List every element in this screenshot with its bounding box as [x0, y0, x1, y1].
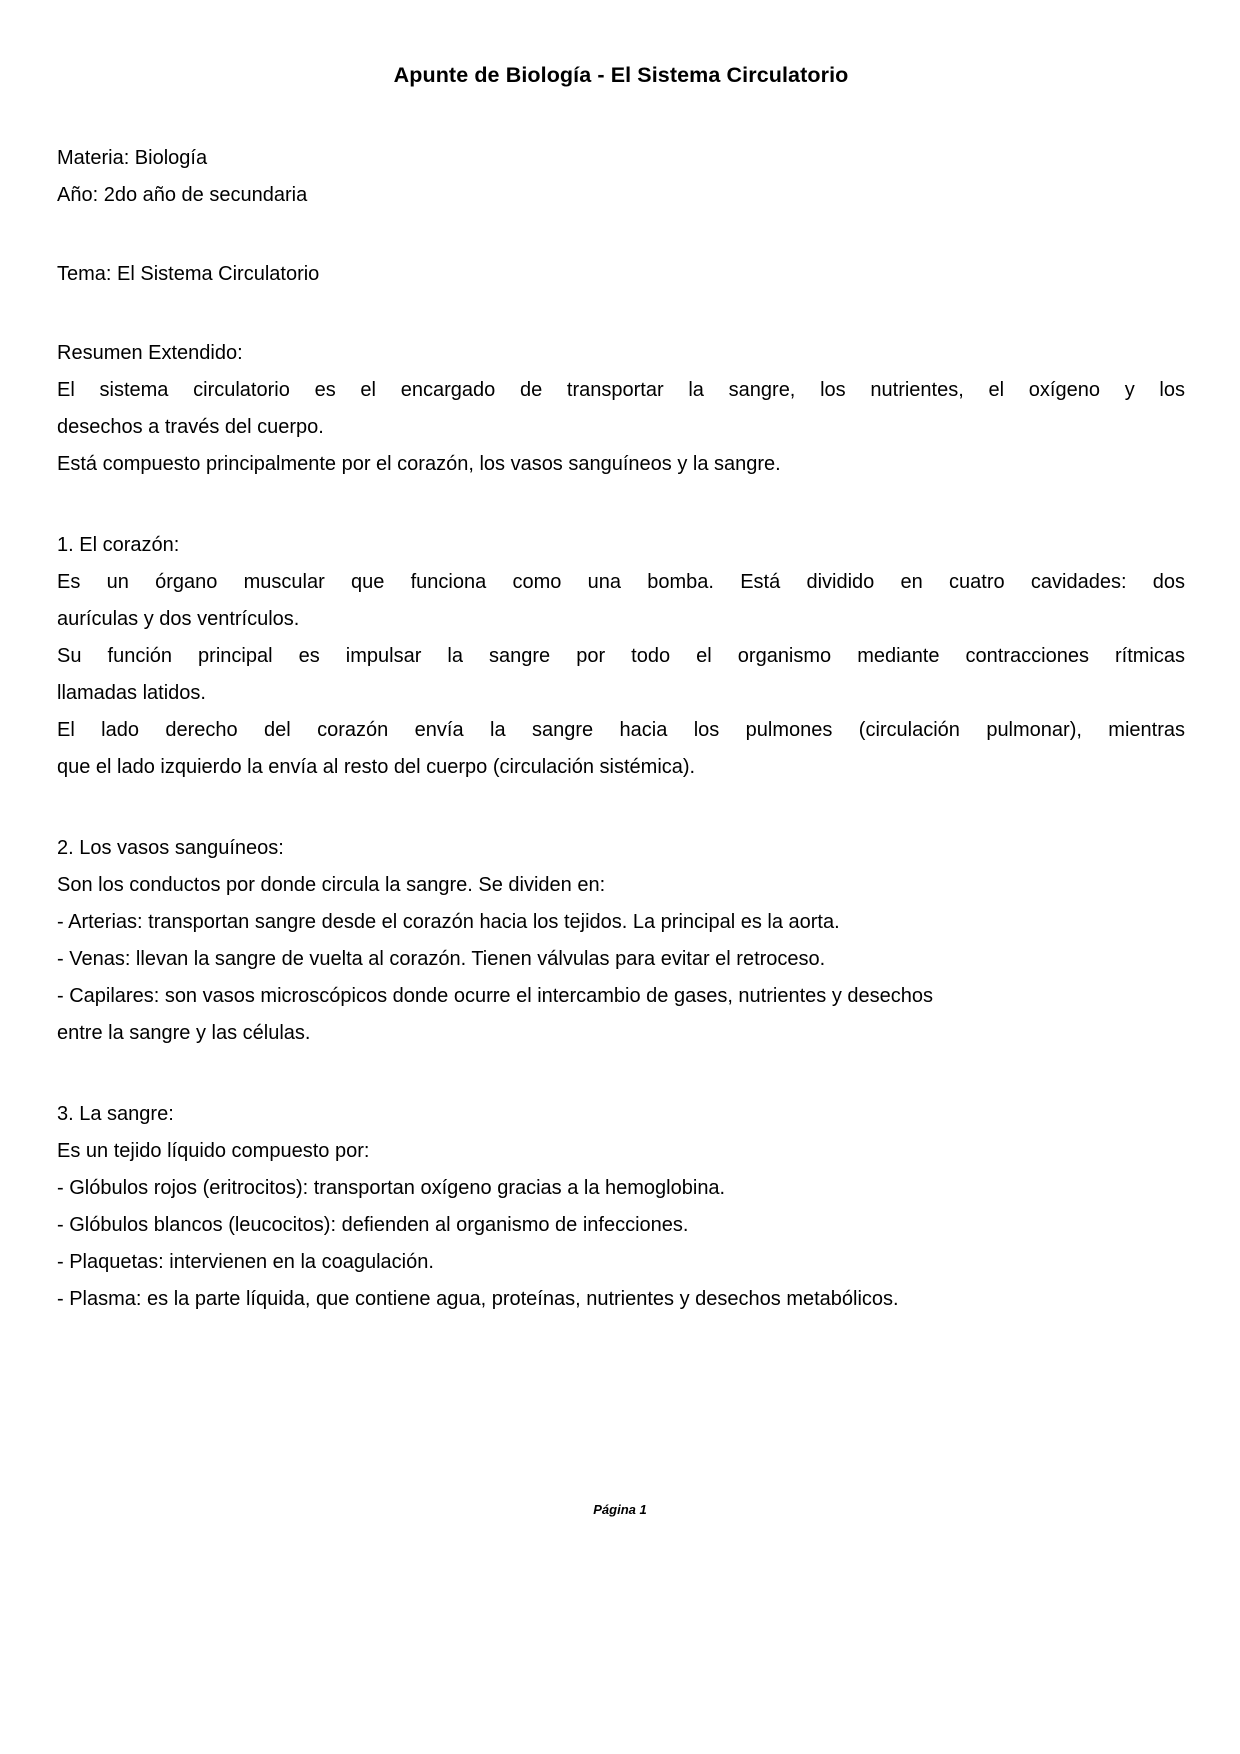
meta-tema: Tema: El Sistema Circulatorio: [57, 262, 320, 285]
resumen-paragraph-1-line-1: El sistema circulatorio es el encargado de transportar la sangre, los nutrientes, el oxígeno y los: [57, 378, 1185, 401]
section-3-intro: Es un tejido líquido compuesto por:: [57, 1139, 370, 1162]
resumen-paragraph-2: Está compuesto principalmente por el corazón, los vasos sanguíneos y la sangre.: [57, 452, 781, 475]
section-3-item-plaquetas: - Plaquetas: intervienen en la coagulación.: [57, 1250, 434, 1273]
section-1-line-1: Es un órgano muscular que funciona como una bomba. Está dividido en cuatro cavidades: dos: [57, 570, 1185, 593]
section-1-line-3: Su función principal es impulsar la sangre por todo el organismo mediante contracciones rítmicas: [57, 644, 1185, 667]
page-title: Apunte de Biología - El Sistema Circulatorio: [393, 63, 849, 87]
section-2-item-arterias: - Arterias: transportan sangre desde el corazón hacia los tejidos. La principal es la aorta.: [57, 910, 840, 933]
section-3-heading: 3. La sangre:: [57, 1102, 174, 1125]
section-1-line-2: aurículas y dos ventrículos.: [57, 607, 300, 630]
resumen-heading: Resumen Extendido:: [57, 341, 243, 364]
document-body: [57, 0, 1185, 1318]
section-2-heading: 2. Los vasos sanguíneos:: [57, 836, 284, 859]
resumen-paragraph-1-line-2: desechos a través del cuerpo.: [57, 415, 324, 438]
section-3-item-globulos-rojos: - Glóbulos rojos (eritrocitos): transportan oxígeno gracias a la hemoglobina.: [57, 1176, 726, 1199]
section-2-item-venas: - Venas: llevan la sangre de vuelta al corazón. Tienen válvulas para evitar el retroceso.: [57, 947, 826, 970]
section-3-item-plasma: - Plasma: es la parte líquida, que contiene agua, proteínas, nutrientes y desechos metabólicos.: [57, 1287, 899, 1310]
page-footer: [0, 1502, 1240, 1518]
gap-before-section-2: [57, 786, 1185, 830]
meta-anio: Año: 2do año de secundaria: [57, 183, 308, 206]
section-2-item-capilares-cont: entre la sangre y las células.: [57, 1021, 311, 1044]
section-1-line-4: llamadas latidos.: [57, 681, 206, 704]
section-1-paragraph-3: [57, 712, 1185, 786]
gap-before-section-3: [57, 1052, 1185, 1096]
section-2-intro: Son los conductos por donde circula la sangre. Se dividen en:: [57, 873, 606, 896]
gap-after-tema: [57, 293, 1185, 335]
page-number-label: Página 1: [593, 1502, 647, 1517]
meta-materia: Materia: Biología: [57, 146, 208, 169]
title-spacer: [57, 90, 1185, 140]
section-1-line-5: El lado derecho del corazón envía la sangre hacia los pulmones (circulación pulmonar), mientras: [57, 718, 1185, 741]
gap-before-section-1: [57, 483, 1185, 527]
section-1-paragraph-2: [57, 638, 1185, 712]
section-1-line-6: que el lado izquierdo la envía al resto del cuerpo (circulación sistémica).: [57, 755, 696, 778]
section-1-heading: 1. El corazón:: [57, 533, 180, 556]
section-3-item-globulos-blancos: - Glóbulos blancos (leucocitos): defienden al organismo de infecciones.: [57, 1213, 689, 1236]
resumen-paragraph-1: [57, 372, 1185, 446]
section-1-paragraph-1: [57, 564, 1185, 638]
section-2-item-capilares: - Capilares: son vasos microscópicos donde ocurre el intercambio de gases, nutrientes y desechos: [57, 984, 933, 1007]
gap-after-meta: [57, 214, 1185, 256]
